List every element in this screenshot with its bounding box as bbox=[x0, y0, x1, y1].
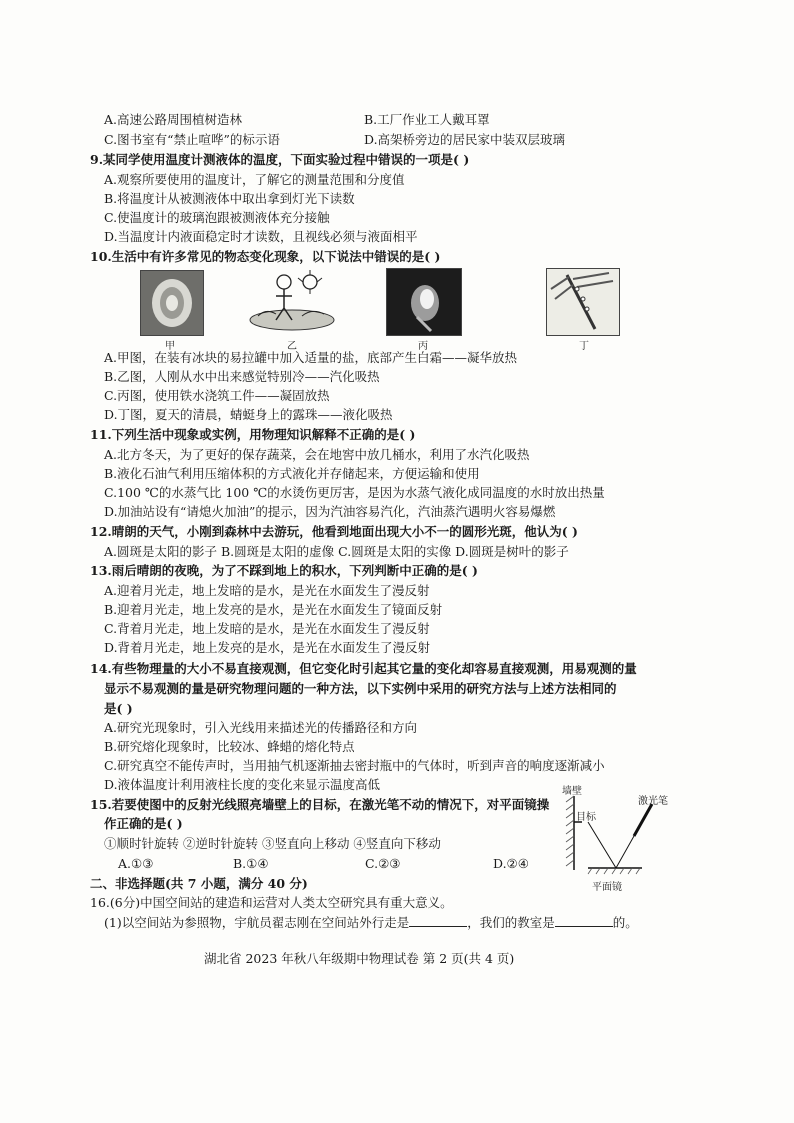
photo-can bbox=[140, 270, 204, 336]
q14-option-c: C.研究真空不能传声时，当用抽气机逐渐抽去密封瓶中的气体时，听到声音的响度逐渐减小 bbox=[104, 758, 605, 773]
q8-option-c: C.图书室有“禁止喧哗”的标示语 bbox=[104, 132, 280, 147]
photo-molten-iron bbox=[386, 268, 462, 336]
q14-stem-line2: 显示不易观测的量是研究物理问题的一种方法，以下实例中采用的研究方法与上述方法相同的 bbox=[104, 681, 617, 696]
page-footer: 湖北省 2023 年秋八年级期中物理试卷 第 2 页(共 4 页) bbox=[204, 951, 515, 966]
fig-label-wall: 墙壁 bbox=[562, 786, 582, 797]
can-image bbox=[141, 271, 203, 335]
q10-option-b: B.乙图，人刚从水中出来感觉特别冷——汽化吸热 bbox=[104, 369, 380, 384]
q11-option-d: D.加油站设有“请熄火加油”的提示，因为汽油容易汽化，汽油蒸汽遇明火容易爆燃 bbox=[104, 504, 556, 519]
q16-part1-text-a: (1)以空间站为参照物，宇航员翟志刚在空间站外行走是 bbox=[104, 915, 410, 930]
q9-option-b: B.将温度计从被测液体中取出拿到灯光下读数 bbox=[104, 191, 355, 206]
q8-option-b: B.工厂作业工人戴耳罩 bbox=[364, 112, 490, 127]
q16-part1 bbox=[104, 914, 638, 931]
q15-stem-line2: 作正确的是( ) bbox=[104, 816, 183, 831]
q8-option-d: D.高架桥旁边的居民家中装双层玻璃 bbox=[364, 132, 566, 147]
photo-swimmer bbox=[246, 268, 336, 334]
q10-option-d: D.丁图，夏天的清晨，蜻蜓身上的露珠——液化吸热 bbox=[104, 407, 393, 422]
dragonfly-image bbox=[547, 269, 619, 335]
q14-option-d: D.液体温度计利用液柱长度的变化来显示温度高低 bbox=[104, 777, 381, 792]
section-2-heading: 二、非选择题(共 7 小题，满分 40 分) bbox=[90, 876, 308, 891]
q8-option-a: A.高速公路周围植树造林 bbox=[104, 112, 243, 127]
q12-options: A.圆斑是太阳的影子 B.圆斑是太阳的虚像 C.圆斑是太阳的实像 D.圆斑是树叶的影子 bbox=[104, 544, 569, 559]
molten-iron-image bbox=[387, 269, 461, 335]
fig-label-target: 目标 bbox=[576, 812, 596, 823]
q11-option-b: B.液化石油气利用压缩体积的方式液化并存储起来，方便运输和使用 bbox=[104, 466, 480, 481]
q14-option-a: A.研究光现象时，引入光线用来描述光的传播路径和方向 bbox=[104, 720, 418, 735]
caption-yi: 乙 bbox=[287, 341, 297, 352]
caption-jia: 甲 bbox=[165, 341, 175, 352]
q11-option-c: C.100 ℃的水蒸气比 100 ℃的水烫伤更厉害，是因为水蒸气液化成同温度的水时放出热量 bbox=[104, 485, 605, 500]
q16-stem: 16.(6分)中国空间站的建造和运营对人类太空研究具有重大意义。 bbox=[90, 895, 453, 910]
q14-option-b: B.研究熔化现象时，比较冰、蜂蜡的熔化特点 bbox=[104, 739, 355, 754]
q16-blank-2[interactable] bbox=[555, 914, 613, 927]
swimmer-image bbox=[246, 268, 336, 334]
q15-choices: ①顺时针旋转 ②逆时针旋转 ③竖直向上移动 ④竖直向下移动 bbox=[104, 836, 441, 851]
q14-stem-line1: 14.有些物理量的大小不易直接观测，但它变化时引起其它量的变化却容易直接观测，用易观测的量 bbox=[90, 661, 637, 676]
q10-option-a: A.甲图，在装有冰块的易拉罐中加入适量的盐，底部产生白霜——凝华放热 bbox=[104, 350, 518, 365]
q15-option-a: A.①③ bbox=[118, 856, 154, 871]
q16-part1-text-b: ，我们的教室是 bbox=[467, 915, 555, 930]
q15-option-b: B.①④ bbox=[233, 856, 269, 871]
q10-option-c: C.丙图，使用铁水浇筑工件——凝固放热 bbox=[104, 388, 330, 403]
q13-option-c: C.背着月光走，地上发暗的是水，是光在水面发生了漫反射 bbox=[104, 621, 430, 636]
fig-label-laser: 激光笔 bbox=[638, 796, 668, 807]
caption-ding: 丁 bbox=[579, 341, 589, 352]
q10-stem: 10.生活中有许多常见的物态变化现象，以下说法中错误的是( ) bbox=[90, 249, 441, 264]
q13-option-a: A.迎着月光走，地上发暗的是水，是光在水面发生了漫反射 bbox=[104, 583, 430, 598]
q14-stem-line3: 是( ) bbox=[104, 701, 133, 716]
q15-stem-line1: 15.若要使图中的反射光线照亮墙壁上的目标，在激光笔不动的情况下，对平面镜操 bbox=[90, 797, 550, 812]
q16-part1-text-c: 的。 bbox=[612, 915, 638, 930]
q11-stem: 11.下列生活中现象或实例，用物理知识解释不正确的是( ) bbox=[90, 427, 416, 442]
q12-stem: 12.晴朗的天气，小刚到森林中去游玩，他看到地面出现大小不一的圆形光斑，他认为( ) bbox=[90, 524, 578, 539]
photo-dragonfly bbox=[546, 268, 620, 336]
caption-bing: 丙 bbox=[418, 341, 428, 352]
q11-option-a: A.北方冬天，为了更好的保存蔬菜，会在地窖中放几桶水，利用了水汽化吸热 bbox=[104, 447, 530, 462]
q15-figure bbox=[558, 782, 678, 894]
q13-option-b: B.迎着月光走，地上发亮的是水，是光在水面发生了镜面反射 bbox=[104, 602, 443, 617]
q13-stem: 13.雨后晴朗的夜晚，为了不踩到地上的积水，下列判断中正确的是( ) bbox=[90, 563, 478, 578]
q9-option-c: C.使温度计的玻璃泡跟被测液体充分接触 bbox=[104, 210, 330, 225]
q15-option-d: D.②④ bbox=[493, 856, 529, 871]
q13-option-d: D.背着月光走，地上发亮的是水，是光在水面发生了漫反射 bbox=[104, 640, 431, 655]
fig-label-mirror: 平面镜 bbox=[592, 882, 622, 893]
q9-stem: 9.某同学使用温度计测液体的温度，下面实验过程中错误的一项是( ) bbox=[90, 152, 470, 167]
q15-option-c: C.②③ bbox=[365, 856, 401, 871]
q9-option-a: A.观察所要使用的温度计，了解它的测量范围和分度值 bbox=[104, 172, 405, 187]
q9-option-d: D.当温度计内液面稳定时才读数，且视线必须与液面相平 bbox=[104, 229, 418, 244]
q16-blank-1[interactable] bbox=[409, 914, 467, 927]
